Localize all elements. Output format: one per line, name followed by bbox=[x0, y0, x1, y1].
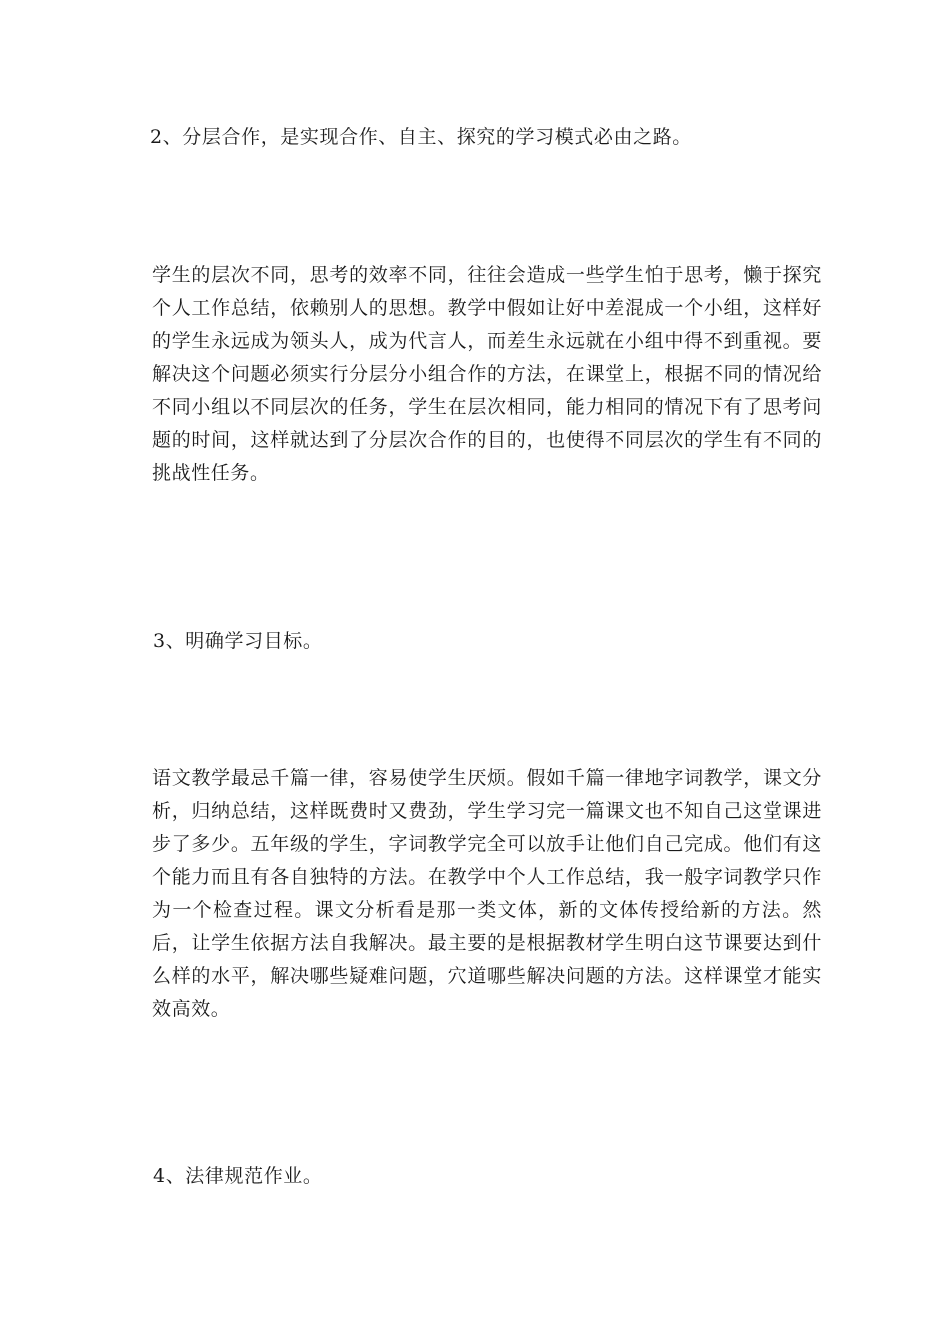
section-heading-4: 4、法律规范作业。 bbox=[153, 1165, 323, 1187]
section-paragraph-3: 语文教学最忌千篇一律，容易使学生厌烦。假如千篇一律地字词教学，课文分析，归纳总结，这样既费时又费劲，学生学习完一篇课文也不知自己这堂课进步了多少。五年级的学生，字词教学完全可以放手让他们自己完成。他们有这个能力而且有各自独特的方法。在教学中个人工作总结，我一般字词教学只作为一个检查过程。课文分析看是那一类文体，新的文体传授给新的方法。然后，让学生依据方法自我解决。最主要的是根据教材学生明白这节课要达到什么样的水平，解决哪些疑难问题，穴道哪些解决问题的方法。这样课堂才能实效高效。 bbox=[152, 767, 822, 1020]
section-paragraph-2: 学生的层次不同，思考的效率不同，往往会造成一些学生怕于思考，懒于探究个人工作总结，依赖别人的思想。教学中假如让好中差混成一个小组，这样好的学生永远成为领头人，成为代言人，而差生永远就在小组中得不到重视。要解决这个问题必须实行分层分小组合作的方法，在课堂上，根据不同的情况给不同小组以不同层次的任务，学生在层次相同，能力相同的情况下有了思考问题的时间，这样就达到了分层次合作的目的，也使得不同层次的学生有不同的挑战性任务。 bbox=[152, 264, 822, 484]
section-heading-3: 3、明确学习目标。 bbox=[153, 630, 323, 652]
section-heading-2: 2、分层合作，是实现合作、自主、探究的学习模式必由之路。 bbox=[150, 126, 692, 148]
